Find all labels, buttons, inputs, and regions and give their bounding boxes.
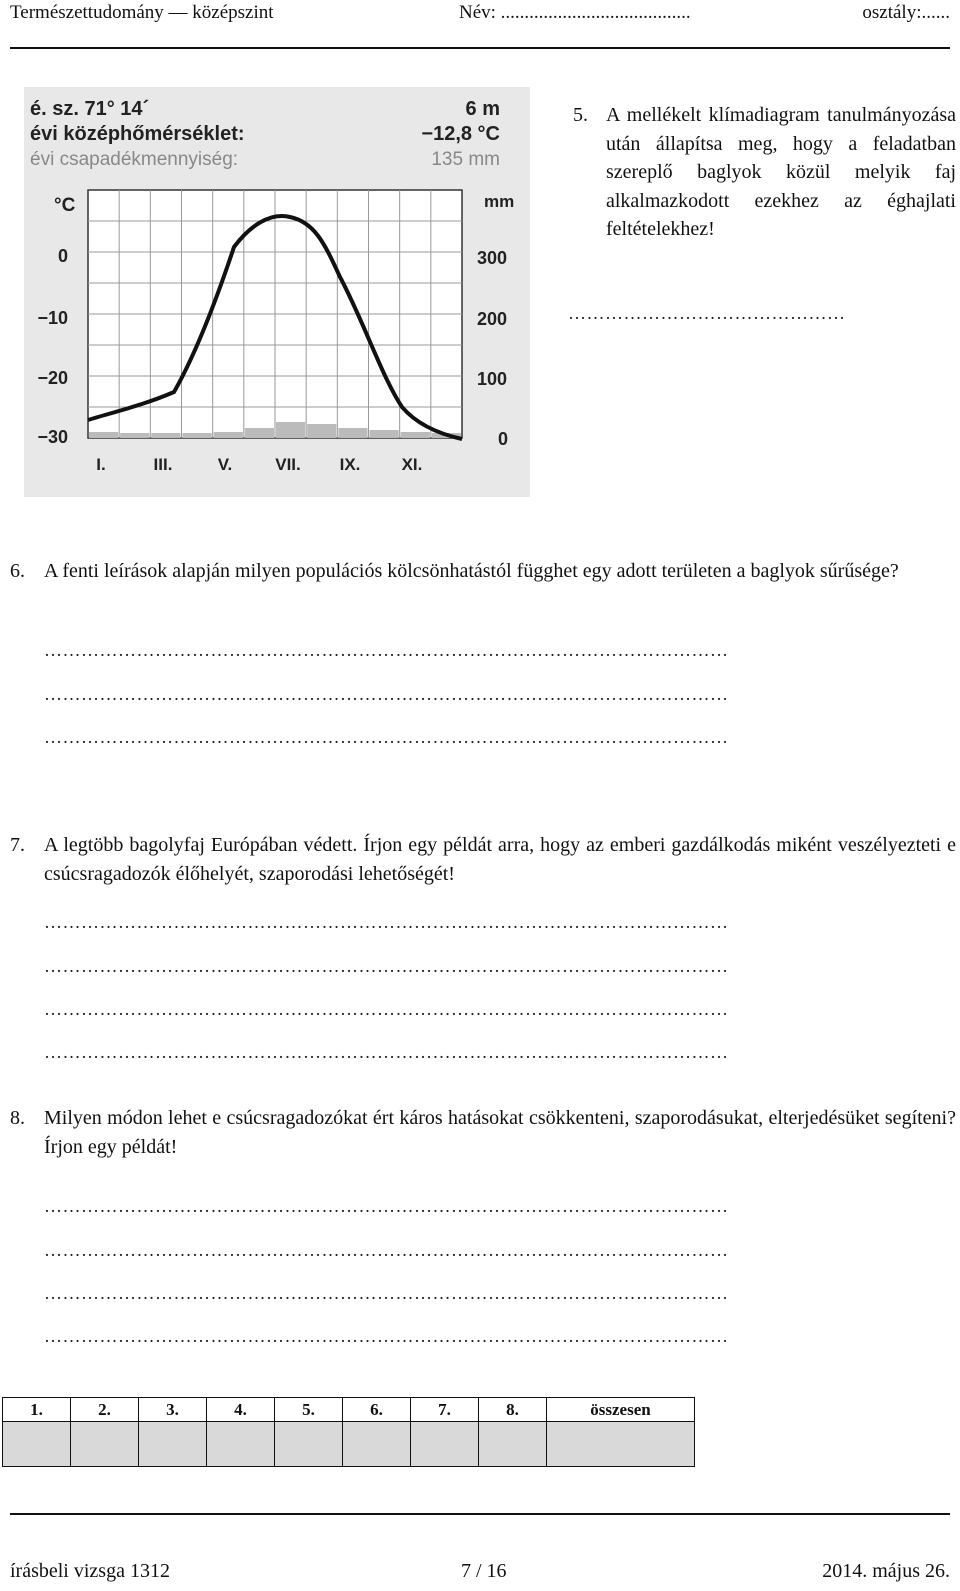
diagram-precip-label: évi csapadékmennyiség: bbox=[30, 149, 239, 170]
score-table-header-row bbox=[3, 1398, 695, 1422]
diagram-latitude: é. sz. 71° 14´ bbox=[30, 98, 150, 120]
score-header-2: 2. bbox=[71, 1398, 139, 1422]
precip-bar bbox=[338, 428, 367, 438]
question-6-text: A fenti leírások alapján milyen populációs kölcsönhatástól függhet egy adott területen a baglyok sűrűsége? bbox=[44, 560, 899, 582]
precip-bar bbox=[183, 433, 212, 438]
precip-bar bbox=[307, 424, 336, 438]
score-cell-total[interactable] bbox=[547, 1422, 695, 1467]
precip-bar bbox=[245, 428, 274, 438]
question-8-number: 8. bbox=[10, 1107, 25, 1129]
right-unit: mm bbox=[484, 192, 515, 211]
question-8-text: Milyen módon lehet e csúcsragadozókat ért káros hatásokat csökkenteni, szaporodásukat, elterjedésüket segíteni? Írjon egy példát! bbox=[44, 1107, 956, 1158]
score-header-total: összesen bbox=[547, 1398, 695, 1422]
score-cell-7[interactable] bbox=[411, 1422, 479, 1467]
precip-bar bbox=[214, 432, 243, 438]
precip-bar bbox=[401, 432, 430, 438]
climate-diagram bbox=[24, 87, 530, 497]
score-cell-6[interactable] bbox=[343, 1422, 411, 1467]
diagram-elevation: 6 m bbox=[465, 98, 500, 120]
question-5-number: 5. bbox=[573, 104, 588, 126]
footer-exam-code: írásbeli vizsga 1312 bbox=[10, 1560, 170, 1582]
question-7 bbox=[10, 831, 956, 889]
footer-page-number: 7 / 16 bbox=[461, 1560, 507, 1582]
header-rule bbox=[10, 47, 950, 49]
question-5-answer-line[interactable]: ……………………………………… bbox=[568, 303, 846, 323]
question-6-answer-line-2[interactable]: ………………………………………………………………………………………………… bbox=[44, 684, 729, 704]
score-cell-5[interactable] bbox=[275, 1422, 343, 1467]
left-tick-0: 0 bbox=[57, 246, 68, 266]
page-header bbox=[10, 0, 950, 30]
left-tick-3: −30 bbox=[37, 427, 68, 447]
month-label-11: XI. bbox=[401, 455, 423, 474]
score-header-8: 8. bbox=[479, 1398, 547, 1422]
question-7-answer-line-1[interactable]: ………………………………………………………………………………………………… bbox=[44, 912, 729, 932]
month-label-7: VII. bbox=[275, 455, 301, 474]
precip-bar bbox=[89, 432, 118, 438]
question-7-answer-line-3[interactable]: ………………………………………………………………………………………………… bbox=[44, 999, 729, 1019]
question-8-answer-line-2[interactable]: ………………………………………………………………………………………………… bbox=[44, 1240, 729, 1260]
right-tick-3: 0 bbox=[498, 429, 509, 449]
question-6 bbox=[10, 557, 956, 586]
month-label-1: I. bbox=[96, 455, 106, 474]
question-7-answer-line-4[interactable]: ………………………………………………………………………………………………… bbox=[44, 1042, 729, 1062]
left-tick-1: −10 bbox=[37, 308, 68, 328]
right-tick-2: 100 bbox=[477, 369, 508, 389]
header-class-field: osztály:...... bbox=[862, 2, 950, 23]
month-label-9: IX. bbox=[339, 455, 361, 474]
score-header-4: 4. bbox=[207, 1398, 275, 1422]
score-cell-8[interactable] bbox=[479, 1422, 547, 1467]
month-label-5: V. bbox=[217, 455, 233, 474]
score-cell-4[interactable] bbox=[207, 1422, 275, 1467]
left-unit: °C bbox=[54, 195, 76, 216]
precip-bar bbox=[151, 433, 180, 438]
score-header-7: 7. bbox=[411, 1398, 479, 1422]
question-7-answer-line-2[interactable]: ………………………………………………………………………………………………… bbox=[44, 956, 729, 976]
question-8-answer-line-3[interactable]: ………………………………………………………………………………………………… bbox=[44, 1283, 729, 1303]
diagram-temp-value: −12,8 °C bbox=[421, 123, 500, 145]
footer-date: 2014. május 26. bbox=[822, 1560, 950, 1582]
question-6-answer-line-3[interactable]: ………………………………………………………………………………………………… bbox=[44, 727, 729, 747]
score-table-value-row bbox=[3, 1422, 695, 1467]
score-header-1: 1. bbox=[3, 1398, 71, 1422]
question-6-number: 6. bbox=[10, 560, 25, 582]
question-6-answer-line-1[interactable]: ………………………………………………………………………………………………… bbox=[44, 640, 729, 660]
score-cell-1[interactable] bbox=[3, 1422, 71, 1467]
score-header-6: 6. bbox=[343, 1398, 411, 1422]
score-header-5: 5. bbox=[275, 1398, 343, 1422]
score-cell-2[interactable] bbox=[71, 1422, 139, 1467]
question-7-number: 7. bbox=[10, 834, 25, 856]
diagram-precip-value: 135 mm bbox=[431, 149, 500, 170]
header-name-field: Név: ........................................ bbox=[459, 2, 691, 23]
score-cell-3[interactable] bbox=[139, 1422, 207, 1467]
score-header-3: 3. bbox=[139, 1398, 207, 1422]
header-subject: Természettudomány — középszint bbox=[10, 2, 274, 23]
left-tick-2: −20 bbox=[37, 368, 68, 388]
question-8-answer-line-1[interactable]: ………………………………………………………………………………………………… bbox=[44, 1196, 729, 1216]
precip-bar bbox=[370, 430, 399, 438]
footer-rule bbox=[10, 1513, 950, 1515]
question-8 bbox=[10, 1104, 956, 1162]
right-tick-1: 200 bbox=[477, 309, 508, 329]
question-8-answer-line-4[interactable]: ………………………………………………………………………………………………… bbox=[44, 1326, 729, 1346]
score-table bbox=[2, 1397, 695, 1467]
question-7-text: A legtöbb bagolyfaj Európában védett. Írjon egy példát arra, hogy az emberi gazdálkodás miként veszélyezteti e csúcsragadozók élőhelyét, szaporodási lehetőségét! bbox=[44, 834, 956, 885]
right-tick-0: 300 bbox=[477, 248, 508, 268]
precip-bar bbox=[276, 422, 305, 438]
diagram-temp-label: évi középhőmérséklet: bbox=[30, 123, 245, 145]
precip-bar bbox=[120, 433, 149, 438]
question-5-text: A mellékelt klímadiagram tanulmányozása után állapítsa meg, hogy a feladatban szereplő baglyok közül melyik faj alkalmazkodott ezekhez az éghajlati feltételekhez! bbox=[606, 104, 956, 240]
month-label-3: III. bbox=[153, 455, 173, 474]
question-5 bbox=[573, 101, 956, 244]
